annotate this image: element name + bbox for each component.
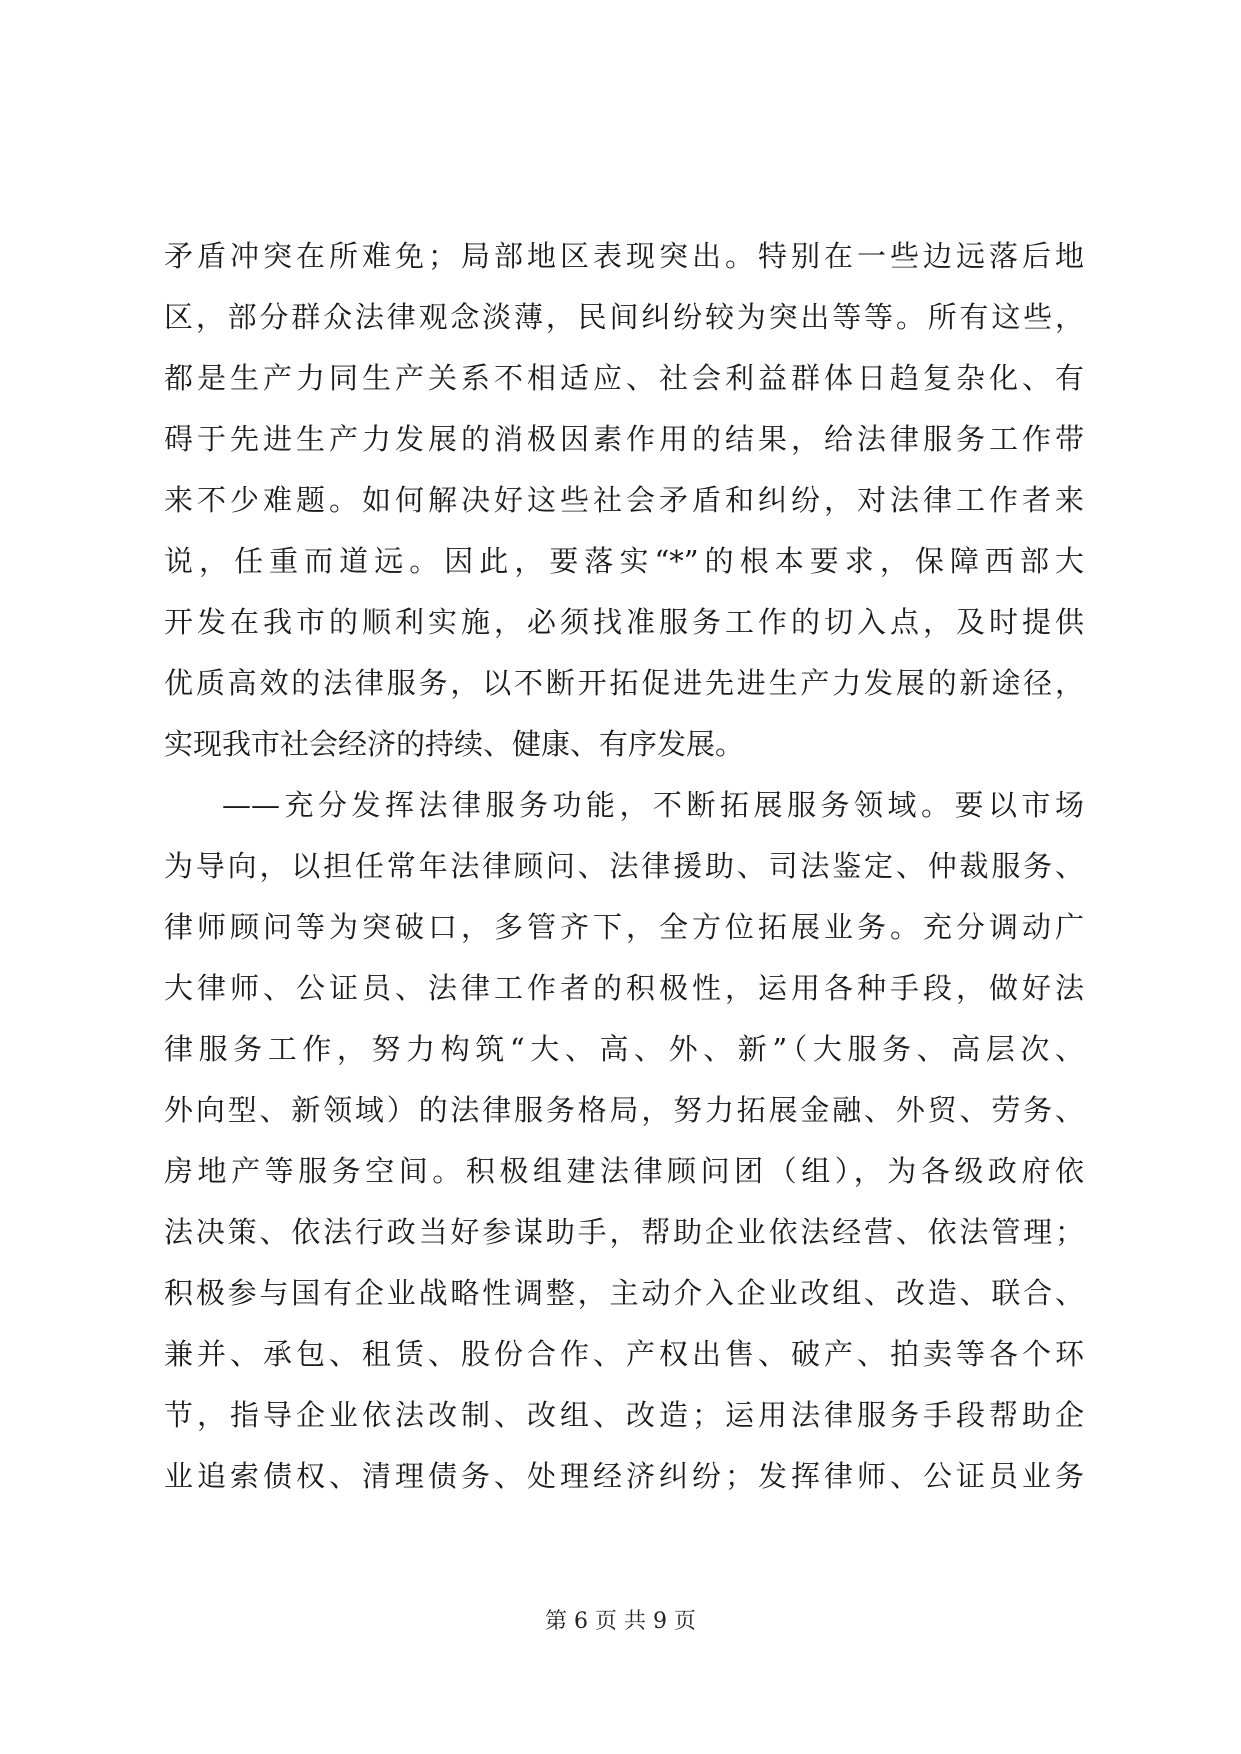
text-line: 区，部分群众法律观念淡薄，民间纠纷较为突出等等。所有这些，: [164, 300, 1084, 334]
text-line: 优质高效的法律服务，以不断开拓促进先进生产力发展的新途径，: [164, 666, 1084, 700]
text-line: 积极参与国有企业战略性调整，主动介入企业改组、改造、联合、: [164, 1276, 1084, 1310]
paragraph-1: [164, 224, 1084, 773]
text-line: 碍于先进生产力发展的消极因素作用的结果，给法律服务工作带: [164, 422, 1084, 456]
text-line: 兼并、承包、租赁、股份合作、产权出售、破产、拍卖等各个环: [164, 1337, 1084, 1371]
text-line: 为导向，以担任常年法律顾问、法律援助、司法鉴定、仲裁服务、: [164, 849, 1084, 883]
text-line: 律师顾问等为突破口，多管齐下，全方位拓展业务。充分调动广: [164, 910, 1084, 944]
page-number-footer: 第 6 页 共 9 页: [545, 1609, 696, 1634]
text-line: 法决策、依法行政当好参谋助手，帮助企业依法经营、依法管理；: [164, 1215, 1084, 1249]
text-line: ——充分发挥法律服务功能，不断拓展服务领域。要以市场: [222, 788, 1084, 822]
text-line: 说，任重而道远。因此，要落实“*”的根本要求，保障西部大: [164, 544, 1084, 578]
text-line: 节，指导企业依法改制、改组、改造；运用法律服务手段帮助企: [164, 1398, 1084, 1432]
text-line: 律服务工作，努力构筑“大、高、外、新”（大服务、高层次、: [164, 1032, 1084, 1066]
text-line: 实现我市社会经济的持续、健康、有序发展。: [164, 727, 745, 761]
text-line: 业追索债权、清理债务、处理经济纠纷；发挥律师、公证员业务: [164, 1459, 1084, 1493]
text-line: 房地产等服务空间。积极组建法律顾问团（组），为各级政府依: [164, 1154, 1084, 1188]
text-line: 矛盾冲突在所难免；局部地区表现突出。特别在一些边远落后地: [164, 239, 1084, 273]
text-line: 来不少难题。如何解决好这些社会矛盾和纠纷，对法律工作者来: [164, 483, 1084, 517]
text-line: 都是生产力同生产关系不相适应、社会利益群体日趋复杂化、有: [164, 361, 1084, 395]
paragraph-2: [164, 773, 1084, 1505]
text-line: 外向型、新领域）的法律服务格局，努力拓展金融、外贸、劳务、: [164, 1093, 1084, 1127]
document-body: [164, 224, 1084, 1505]
text-line: 开发在我市的顺利实施，必须找准服务工作的切入点，及时提供: [164, 605, 1084, 639]
text-line: 大律师、公证员、法律工作者的积极性，运用各种手段，做好法: [164, 971, 1084, 1005]
